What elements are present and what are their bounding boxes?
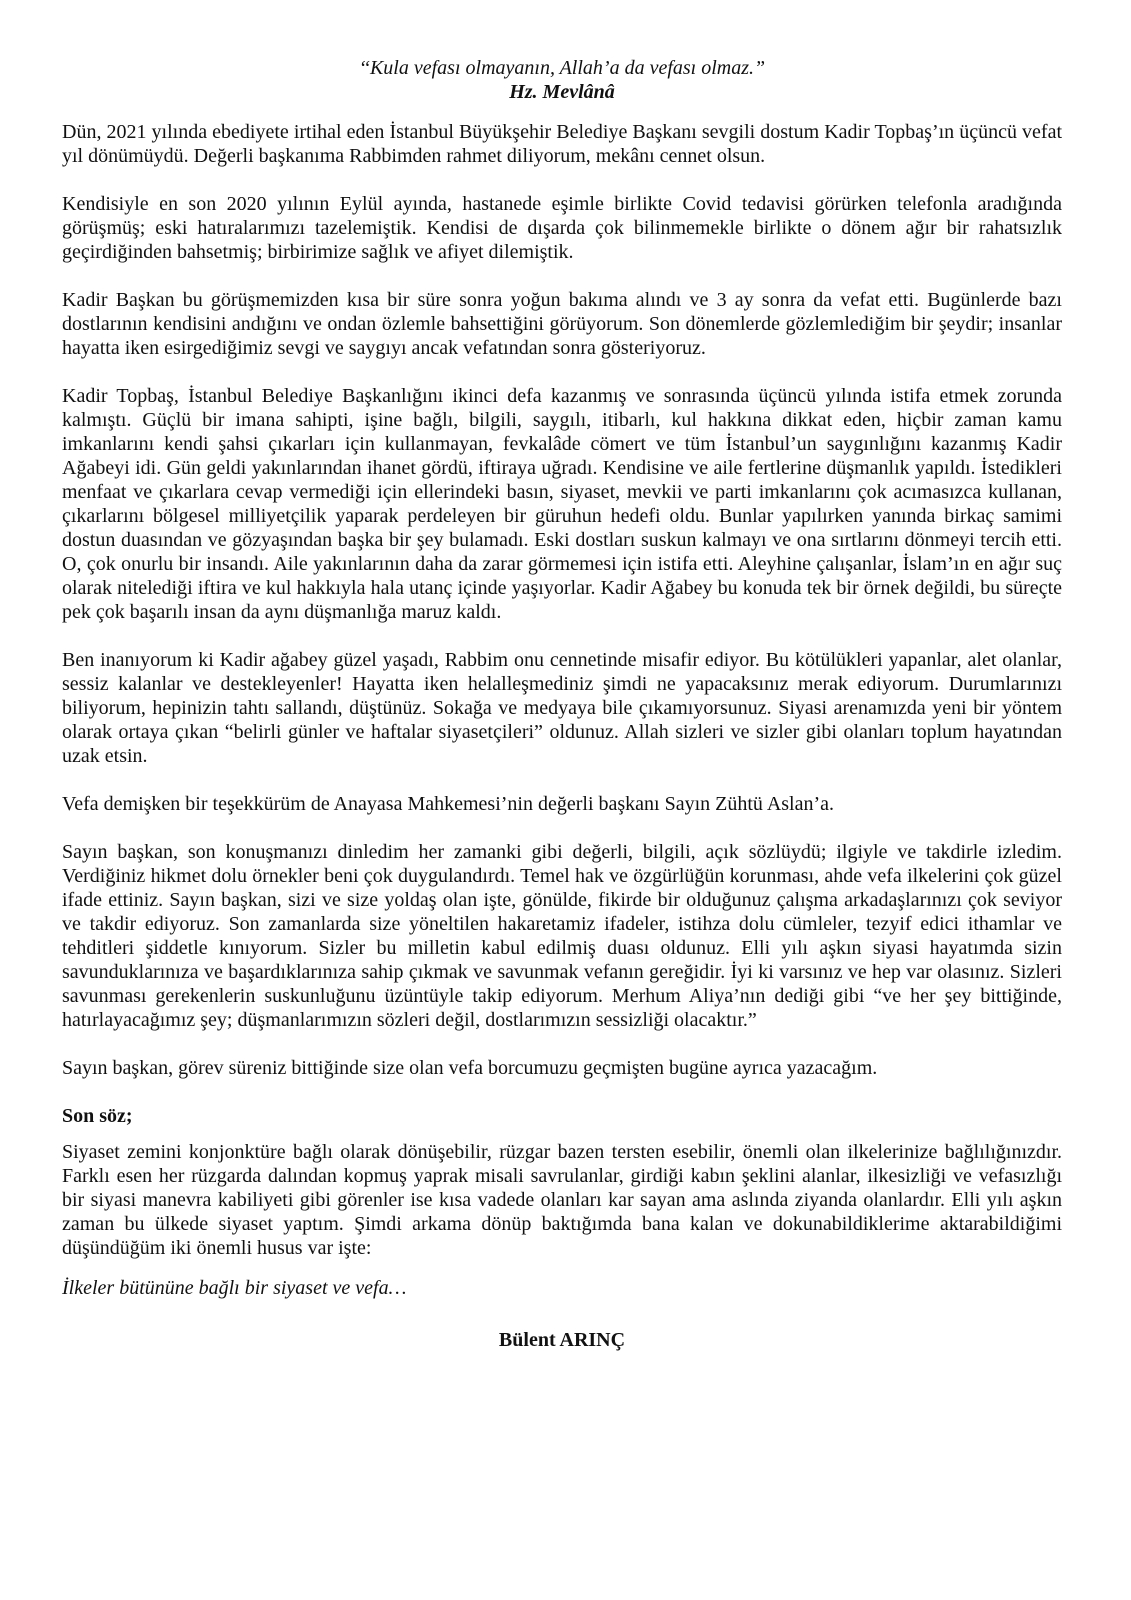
final-paragraph: Siyaset zemini konjonktüre bağlı olarak dönüşebilir, rüzgar bazen tersten esebilir, önemli olan ilkelerinize bağlılığınızdır. Farklı esen her rüzgarda dalından kopmuş yaprak misali savrulanlar, girdiği kabın şeklini alanlar, ilkesizliği ve vefasızlığı bir siyasi manevra kabiliyeti gibi görenler ise kısa vadede olanları kar sayan ama aslında ziyanda olanlardır. Elli yılı aşkın zaman bu ülkede siyaset yaptım. Şimdi arkama dönüp baktığımda bana kalan ve dokunabildiklerime aktarabildiğimi düşündüğüm iki önemli husus var işte:	[62, 1141, 1062, 1259]
epigraph-quote: ‘‘Kula vefası olmayanın, Allah’a da vefası olmaz.”	[358, 57, 766, 79]
paragraph: Kendisiyle en son 2020 yılının Eylül ayında, hastanede eşimle birlikte Covid tedavisi görürken telefonla aradığında görüşmüş; eski hatıralarımızı tazelemiştik. Kendisi de dışarda çok bilinmemekle birlikte o dönem ağır bir rahatsızlık geçirdiğinden bahsetmiş; birbirimize sağlık ve afiyet dilemiştik.	[62, 193, 1062, 263]
paragraph: Vefa demişken bir teşekkürüm de Anayasa Mahkemesi’nin değerli başkanı Sayın Zühtü Aslan’a.	[62, 793, 835, 815]
final-heading: Son söz;	[62, 1105, 133, 1127]
closing-line: İlkeler bütününe bağlı bir siyaset ve vefa…	[62, 1277, 407, 1299]
paragraph: Sayın başkan, son konuşmanızı dinledim her zamanki gibi değerli, bilgili, açık sözlüydü; ilgiyle ve takdirle izledim. Verdiğiniz hikmet dolu örnekler beni çok duygulandırdı. Temel hak ve özgürlüğün korunması, ahde vefa ilkelerini çok güzel ifade ettiniz. Sayın başkan, sizi ve size yoldaş olan işte, gönülde, fikirde bir olduğunuz çalışma arkadaşlarınızı çok seviyor ve takdir ediyoruz. Son zamanlarda size yöneltilen hakaretamiz ifadeler, istihza dolu cümleler, tezyif edici ithamlar ve tehditleri şiddetle kınıyorum. Sizler bu milletin kabul edilmiş duası oldunuz. Elli yılı aşkın siyasi hayatımda sizin savunduklarınıza ve başardıklarınıza sahip çıkmak ve savunmak vefanın gereğidir. İyi ki varsınız ve hep var olasınız. Sizleri savunması gerekenlerin suskunluğunu üzüntüyle takip ediyorum. Merhum Aliya’nın dediği gibi “ve her şey bittiğinde, hatırlayacağımız şey; düşmanlarımızın sözleri değil, dostlarımızın sessizliği olacaktır.”	[62, 841, 1062, 1031]
paragraph: Dün, 2021 yılında ebediyete irtihal eden İstanbul Büyükşehir Belediye Başkanı sevgili dostum Kadir Topbaş’ın üçüncü vefat yıl dönümüydü. Değerli başkanıma Rabbimden rahmet diliyorum, mekânı cennet olsun.	[62, 121, 1062, 167]
article-page	[62, 56, 1062, 1352]
author-signature: Bülent ARINÇ	[498, 1329, 626, 1351]
paragraph: Ben inanıyorum ki Kadir ağabey güzel yaşadı, Rabbim onu cennetinde misafir ediyor. Bu kötülükleri yapanlar, alet olanlar, sessiz kalanlar ve destekleyenler! Hayatta iken helalleşmediniz şimdi ne yapacaksınız merak ediyorum. Durumlarınızı biliyorum, hepinizin tahtı sallandı, düştünüz. Sokağa ve medyaya bile çıkamıyorsunuz. Siyasi arenamızda yeni bir yöntem olarak ortaya çıkan “belirli günler ve haftalar siyasetçileri” oldunuz. Allah sizleri ve sizler gibi olanları toplum hayatından uzak etsin.	[62, 649, 1062, 767]
epigraph-author: Hz. Mevlânâ	[509, 81, 615, 103]
paragraph: Sayın başkan, görev süreniz bittiğinde size olan vefa borcumuzu geçmişten bugüne ayrıca yazacağım.	[62, 1057, 878, 1079]
paragraph: Kadir Başkan bu görüşmemizden kısa bir süre sonra yoğun bakıma alındı ve 3 ay sonra da vefat etti. Bugünlerde bazı dostlarının kendisini andığını ve ondan özlemle bahsettiğini görüyorum. Son dönemlerde gözlemlediğim bir şeydir; insanlar hayatta iken esirgediğimiz sevgi ve saygıyı ancak vefatından sonra gösteriyoruz.	[62, 289, 1062, 359]
paragraph: Kadir Topbaş, İstanbul Belediye Başkanlığını ikinci defa kazanmış ve sonrasında üçüncü yılında istifa etmek zorunda kalmıştı. Güçlü bir imana sahipti, işine bağlı, bilgili, saygılı, itibarlı, kul hakkına dikkat eden, hiçbir zaman kamu imkanlarını kendi şahsi çıkarları için kullanmayan, fevkalâde cömert ve tüm İstanbul’un saygınlığını kazanmış Kadir Ağabeyi idi. Gün geldi yakınlarından ihanet gördü, iftiraya uğradı. Kendisine ve aile fertlerine düşmanlık yapıldı. İstedikleri menfaat ve çıkarlara cevap vermediği için ellerindeki basın, siyaset, mevkii ve parti imkanlarını çok acımasızca kullanan, çıkarlarını bölgesel milliyetçilik yaparak perdeleyen bir güruhun hedefi oldu. Bunlar yapılırken yanında birkaç samimi dostun duasından ve gözyaşından başka bir şey bulamadı. Eski dostları suskun kalmayı ve ona sırtlarını dönmeyi tercih etti. O, çok onurlu bir insandı. Aile yakınlarının daha da zarar görmemesi için istifa etti. Aleyhine çalışanlar, İslam’ın en ağır suç olarak nitelediği iftira ve kul hakkıyla hala utanç içinde yaşıyorlar. Kadir Ağabey bu konuda tek bir örnek değildi, bu süreçte pek çok başarılı insan da aynı düşmanlığa maruz kaldı.	[62, 385, 1062, 623]
